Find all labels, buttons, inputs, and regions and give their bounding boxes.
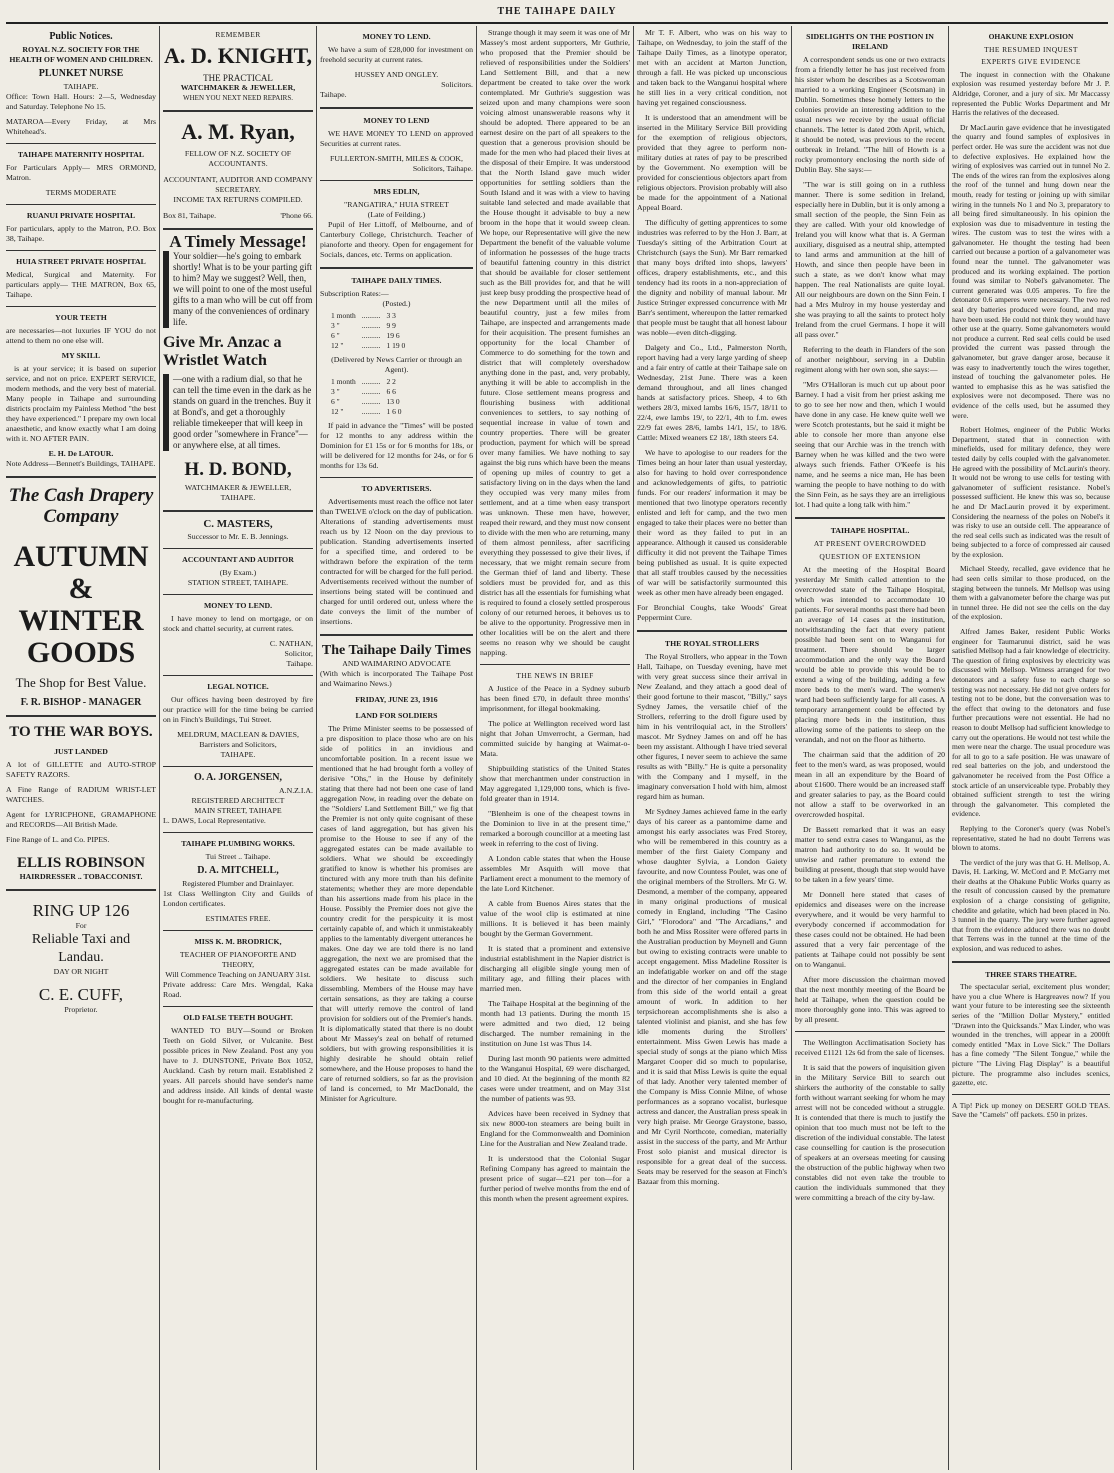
plunket-place: TAIHAPE.	[63, 82, 99, 91]
article-body: Alfred James Baker, resident Public Works engineer for Taumarunui district, said he was satisfied Mellsop had a fair knowledge of electricity. The question of firing explosives by electricity was discussed with Mellsop. Witness arranged for two detonators and a safety fuse to each charge so testing was not necessary. He did not give orders for testing not to be done, but the conversation was to the effect that owing to the detonators and fuse further precautions were not essential. He had no reason to doubt Mellsop had sufficient knowledge to carry out the operations. He would not test while the men were near the charge. The usual procedure was for all to go to a safe position. He was unaware of red seal batteries on the job, and understood the galvanometer he received from the Post Office a stock article of an unserviceable type. Probably they obtained sufficient strength to test the wiring through the galvanometer. This completed the evidence.	[952, 627, 1110, 819]
divider	[795, 1031, 945, 1032]
divider	[320, 634, 473, 636]
news-item: "Blenheim is one of the cheapest towns in the Dominion to live in at the present time," remarked a borough councillor at a meeting last week in referring to the cost of living.	[480, 809, 630, 848]
divider	[163, 110, 313, 112]
divider	[320, 267, 473, 269]
article-body: The verdict of the jury was that G. H. Mellsop, A. Davis, H. Larking, W. McCord and P. McGarry met their deaths at the Ohakune Public Works quarry as the result of concussion caused by the premature explosion of a charge consisting of gelignite, cheddite and gelatite, which had been placed in No. 3 tunnel in the quarry. The jury were further agreed that from the evidence adduced there was no doubt that Terrens was in the tunnel at the time of the explosion, and was reduced to ashes.	[952, 857, 1110, 954]
latour-address: Note Address—Bennett's Buildings, TAIHAPE.	[6, 459, 156, 468]
news-item: The Wellington Acclimatisation Society has received £1121 12s 6d from the sale of licenses.	[795, 1038, 945, 1057]
jorgensen-street: MAIN STREET, TAIHAPE	[194, 806, 282, 815]
timely-heading: A Timely Message!	[169, 232, 307, 251]
just-landed: JUST LANDED	[54, 747, 108, 756]
divider	[163, 548, 313, 549]
table-row: 1 month .......... 3 3	[331, 311, 396, 320]
divider	[6, 476, 156, 478]
news-item: The difficulty of getting apprentices to some industries was referred to by the Hon J. Barr, at Tuesday's sitting of the Arbitration Court at Christchurch (says the Sun). Mr Barr remarked that many boys drifted into shops, lawyers' offices, drapery establishments, etc., and this tendency had its roots in a non-appreciation of the dignity and nobility of manual labour. Mr Justice Stringer expressed concurrence with Mr Barr's sentiment, whereupon the latter remarked that people must be taught that all honest labour was noble—even ditch-digging.	[637, 218, 787, 337]
news-item: Advices have been received in Sydney that six new 8000-ton steamers are being built in England for the Commonwealth and Dominion Line for the Australian and New Zealand trade.	[480, 1109, 630, 1148]
article-body: A correspondent sends us one or two extracts from a friendly letter he has just received from his sister whom he describes as a Scotswoman married to a working Engineer (Scotsman) in Dublin. Sometimes these homely letters to the colonies provide an interesting addition to the usual news we receive by the usual official channels. The letter is dated 20th April, which, it should be noted, was previous to the recent outbreak in Ireland. "The hill of Howth is a rocky promontory enclosing the north side of Dublin Bay. She says:—	[795, 55, 945, 174]
money-heading: MONEY TO LEND.	[203, 601, 273, 610]
timely-body: Your soldier—he's going to embark shortly! What is to be your parting gift to him? May we suggest? Well, then, we will point to one of the most useful gifts to a man who will be cut off from many of the conveniences of ordinary life.	[163, 251, 313, 328]
razors-item: A lot of GILLETTE and AUTO-STROP SAFETY RAZORS.	[6, 760, 156, 779]
article-body: Dr MacLaurin gave evidence that he investigated the quarry and found samples of explosives in perfect order. He was sure the accident was not due to defective explosives. He explained how the wiring of explosives was carried out in tunnel No 2. The ends of the wires ran from the explosives along the roof of the tunnel and hung down near the mouth, ready for testing or joining up with similar wiring in the tunnels No 1 and No 3, preparatory to all being fired simultaneously. In his opinion the explosion was due to misadventure in testing the wires. The custom was to test the wires with a galvanometer. He thought the testing had been carried out because a portion of a galvanometer was found near the tunnel. The galvanometer was produced and its working explained. The portion found was similar to Nobel's galvanometer. The current generated was 0.05 amperes. To fire the detonator 0.6 amperes were necessary. The two red seal dry batteries produced were found, and may have been used. He could not think they would have other use at the quarry. Some galvanometers would not produce a current. Red seal cells could be used provided the current was passed through the galvanometer, but grave danger arose, because it was easy to inadvertently touch the wires together, instead of touching the galvanometer poles. He wanted to emphasise this as he was satisfied the explosives were not decomposed. There was no evidence of the cells used, but he assumed they were.	[952, 122, 1110, 420]
hospital-sub: AT PRESENT OVERCROWDED	[813, 539, 927, 548]
column-7	[952, 28, 1110, 1468]
news-item: It is said that the powers of inquisition given in the Military Service Bill to search out shirkers the authority of the constable to sally forth without warrant seeking for whom he may arrest will not be conceded without a struggle. It is contended that there is much to justify the opinion that too much must not be left to the discretion of the individual constable. The latest case counselling for caution is the prosecution of speakers at an overseas meeting for causing the obstruction of the public highway when two constables did not even take the trouble to caution the individuals summoned that they were committing a breach of the city by-law.	[795, 1063, 945, 1202]
article-body: Mr Donnell here stated that cases of epidemics and diseases were on the increase everywhere, and it would be very harmful to everybody concerned if accommodation for these cases could not be obtained. He had been assured that a very fair percentage of the patients at Taihape could not possibly be sent on to Wanganui.	[795, 890, 945, 969]
subscription-posted: (Posted.)	[382, 299, 411, 308]
estimates-free: ESTIMATES FREE.	[205, 914, 271, 923]
meldrum-name: MELDRUM, MACLEAN & DAVIES,	[177, 730, 299, 739]
autumn-heading: AUTUMN &	[13, 540, 149, 605]
auditor-heading: ACCOUNTANT AND AUDITOR	[182, 555, 294, 564]
hussey-place: Taihape.	[320, 90, 347, 99]
edlin-name: MRS EDLIN,	[373, 187, 420, 196]
legal-heading: LEGAL NOTICE.	[207, 682, 269, 691]
news-item: It is understood that an amendment will be inserted in the Military Service Bill providing for the exemption of religious objectors, provided that they agree to perform non-military duties at rates of pay to be prescribed by the Government. No exemption will be provided for conscientious objectors apart from religious objectors. Provision probably will also be made for the appointment of a National Appeal Board.	[637, 113, 787, 212]
divider	[6, 889, 156, 891]
table-row: 6 " .......... 13 0	[331, 397, 400, 406]
teeth-body: are necessaries—not luxuries IF YOU do not attend to them no one else will.	[6, 326, 156, 345]
bishop-manager: F. R. BISHOP - MANAGER	[20, 697, 142, 708]
paper-advocate: AND WAIMARINO ADVOCATE	[342, 659, 451, 668]
shop-slogan: The Shop for Best Value.	[15, 675, 147, 690]
ellis-robinson: ELLIS ROBINSON	[17, 855, 145, 871]
maternity-body: For Particulars Apply— MRS ORMOND, Matron.	[6, 163, 156, 182]
divider	[163, 675, 313, 676]
ryan-fellow: FELLOW OF N.Z. SOCIETY OF ACCOUNTANTS.	[184, 149, 292, 168]
mitchell-name: D. A. MITCHELL,	[197, 865, 279, 876]
royal-society-ad: ROYAL N.Z. SOCIETY FOR THE HEALTH OF WOMEN AND CHILDREN.	[9, 45, 153, 64]
divider	[6, 143, 156, 144]
fullerton-name: FULLERTON-SMITH, MILES & COOK,	[329, 154, 464, 163]
jorgensen-architect: REGISTERED ARCHITECT	[191, 796, 285, 805]
auditor-exam: (By Exam.)	[219, 568, 257, 577]
news-item: A Justice of the Peace in a Sydney suburb has been fined £70, in default three months' imprisonment, for illegal bookmaking.	[480, 684, 630, 713]
remember-line: REMEMBER	[215, 30, 261, 39]
column-6	[795, 28, 945, 1468]
knight-practical: THE PRACTICAL	[203, 73, 273, 83]
divider	[637, 630, 787, 632]
column-divider	[633, 26, 634, 1470]
notices-heading: Public Notices.	[49, 31, 113, 42]
ring-up: RING UP 126	[32, 901, 130, 920]
table-row: 3 " .......... 6 6	[331, 387, 396, 396]
plunket-mataroa: MATAROA—Every Friday, at Mrs Whitehead's.	[6, 117, 156, 136]
subscription-rates-label: Subscription Rates:—	[320, 289, 389, 298]
brodrick-address: Private address: Care Mrs. Wengdal, Kaka Road.	[163, 980, 313, 999]
bond-place: TAIHAPE.	[220, 493, 256, 502]
masthead: THE TAIHAPE DAILY	[497, 6, 617, 17]
land-body: The Prime Minister seems to be possessed of a pre disposition to place those who are on his side of politics in an invidious and uncomfortable position. In a recent issue we mentioned that he had brought forth a volley of derisive "Ohs," in the House by definitely stating that there had not been one case of land aggregation Now, in reading over the debate on the "Soldiers' Land Settlement Bill," we fig that the Premier is not only quite cognisant of these cases of land aggregation, but has given his promise to the House to see if any of the aggregated estates can be made available to soldiers. What we should be exceedingly gratified to know is whether his promises are tinctured with any more truth than his definite statements; whether they are more dependable than his assertions made from his place in the House. Possibly the Premier does not give the country credit for the perspicuity it is most certainly capable of, and which it unmistakeably applies to the lamentably divergent utterances he makes. One day we are told there is no land aggregation, the next we are promised that the aggregated estates can be made available for soldiers. We hesitate to discuss such dissembling. Members of the House may have certain sensations, as they are taking a course that will utterly remove the control of land provision for soldiers out of the Premier's hands. It is diplomatically stated that there is no doubt about Mr Massey's zeal on behalf of returned soldiers, but with growing responsibilities it is highly desirable he should obtain relief somewhere, and the House proposes to hand the care of returned soldiers, so far as the provision of land is concerned, to Mr MacDonald, the Minister for Agriculture.	[320, 724, 473, 1103]
huia-heading: HUIA STREET PRIVATE HOSPITAL	[16, 257, 146, 266]
news-item: It is understood that the Colonial Sugar Refining Company has agreed to maintain the present price of sugar—£21 per ton—for a further period of twelve months from the end of this month when the present agreement expires.	[480, 1154, 630, 1203]
table-row: 1 month .......... 2 2	[331, 377, 396, 386]
divider	[320, 477, 473, 478]
subscription-body: If paid in advance the "Times" will be posted for 12 months to any address within the Dominion for £1 15s or for 6 months for 18s, or will be delivered for 12 months for 24s, or for 6 months for 13s 6d.	[320, 421, 473, 470]
masters-sub: Successor to Mr. E. B. Jennings.	[187, 532, 289, 541]
huia-body: Medical, Surgical and Maternity. For particulars apply— THE MATRON, Box 65, Taihape.	[6, 270, 156, 299]
news-item: A London cable states that when the House assembles Mr Asquith will move that Parliament erect a monument to the memory of the late Lord Kitchener.	[480, 854, 630, 893]
maternity-heading: TAIHAPE MATERNITY HOSPITAL	[17, 150, 145, 159]
news-brief-heading: THE NEWS IN BRIEF	[516, 671, 594, 680]
brodrick-name: MISS K. M. BRODRICK,	[194, 937, 282, 946]
meldrum-place: TAIHAPE.	[220, 750, 256, 759]
ryan-accountant: ACCOUNTANT, AUDITOR AND COMPANY SECRETARY.	[163, 175, 313, 194]
three-stars-heading: THREE STARS THEATRE.	[985, 969, 1077, 979]
landau-line: Landau.	[58, 950, 104, 965]
anzac-body: —one with a radium dial, so that he can tell the time even in the dark as he stands on guard in the trenches. Buy it at Bond's, and get a thoroughly reliable timekeeper that will keep in good order "somewhere in France"—or anywhere else, at all times.	[163, 374, 313, 451]
taxi-line: Reliable Taxi and	[31, 932, 131, 947]
news-item: It is stated that a prominent and extensive industrial establishment in the Napier district is discharging all eligible single young men of military age, and filling their places with married men.	[480, 944, 630, 993]
news-item: During last month 90 patients were admitted to the Wanganui Hospital, 69 were discharged, and 10 died. At the beginning of the month 82 cases were under treatment, and on May 31st the number of patients was 93.	[480, 1054, 630, 1103]
war-boys-heading: TO THE WAR BOYS.	[9, 724, 153, 740]
divider	[6, 715, 156, 717]
cuff-proprietor: Proprietor.	[64, 1005, 98, 1014]
news-item: We have to apologise to our readers for the Times being an hour later than usual yesterday, also for having to hold over correspondence and acknowledgements of gifts, to patriotic funds. For our readers' information it may be mentioned that two linotype operators recently enlisted and left for camp, and the two men engaged to take their places were no better than their word as they failed to put in an appearance. Although it caused us considerable difficulty it did not prevent the Taihape Times being published as usual. It is quite expected that all staff troubles caused by the necessities of war will be satisfactorily surmounted this week as other men have already been engaged.	[637, 448, 787, 597]
table-row: 12 " .......... 1 6 0	[331, 407, 402, 416]
divider	[480, 664, 630, 665]
plumbing-street: Tui Street .. Taihape.	[205, 852, 271, 861]
hospital-sub-2: QUESTION OF EXTENSION	[819, 552, 921, 561]
rates-delivered-table	[328, 377, 405, 417]
latour-name: E. H. De LATOUR.	[48, 449, 114, 458]
divider	[6, 250, 156, 251]
cash-drapery-company: Company	[43, 506, 119, 527]
teeth-heading: YOUR TEETH	[55, 313, 107, 322]
strollers-body: The Royal Strollers, who appear in the Town Hall, Taihape, on Tuesday evening, have met with very great success since their arrival in New Zealand, and they attach a good deal of their good fortune to their mascot, "Billy," says Sydney James, the versatile chief of the Strollers, referring to the droll figure used by him in his ventriloquial act, in the Strollers' mascot. Mr Sydney James on and off he has been my assistant. Although I have tried several other figures, I never seem to achieve the same results as with "Billy." He is quite a personality with the Company and I myself, in the imaginary conversation I hold with him, almost regard him as human.	[637, 652, 787, 801]
article-body: Michael Steedy, recalled, gave evidence that he had seen cells similar to those produced, on the staging between the tunnels. Mr Mellsop was using them with a galvanometer before the charge was put in tunnel three. He did not see the cells on the day of the explosion.	[952, 564, 1110, 622]
divider	[163, 1006, 313, 1007]
divider	[163, 766, 313, 767]
subscription-delivered: (Delivered by News Carrier or through an Agent).	[331, 355, 462, 374]
knight-repairs: WHEN YOU NEXT NEED REPAIRS.	[183, 94, 293, 102]
brodrick-classes: Will Commence Teaching on JANUARY 31st.	[165, 970, 311, 979]
for-line: For	[75, 921, 87, 930]
nathan-place: Taihape.	[286, 659, 313, 668]
rates-posted-table	[328, 311, 408, 351]
money-lend-body: We have a sum of £28,000 for investment on freehold security at current rates.	[320, 45, 473, 64]
article-body: Replying to the Coroner's query (was Nobel's representative, stated he had no doubt Terrens was blown to atoms.	[952, 823, 1110, 853]
winter-heading: WINTER	[18, 604, 144, 637]
money-lend2-heading: MONEY TO LEND	[363, 116, 430, 125]
ruanui-heading: RUANUI PRIVATE HOSPITAL	[26, 211, 136, 220]
money-lend2-body: WE HAVE MONEY TO LEND on approved Securities at current rates.	[320, 129, 473, 148]
strollers-body-2: Mr Sydney James achieved fame in the early days of his career as a pantomime dame and amongst his early associates was Fred Storey, who will be remembered in this country as a member of the first Gaiety Company and whose daughter Sylvia, a London Gaiety favourite, and now Countess Poulet, was one of the original members of the Strollers. Mr G. W. Desmond, a member of the company, appeared in many original productions of musical comedy in England, including "The Casino Girl," "Florodora" and "The Arcadians," and both he and Miss Rossiter were offered parts in the Australian production by Meynell and Gunn but owing to existing contracts were unable to accept engagement. Miss Madeline Rossiter is an indefatigable worker on and off the stage and the director of her companies in England from this side of the world entail a great amount of work. In addition to her terpsichorean accomplishments she is also a talented violinist and pianist, and she has few idle moments during the Strollers' entertainment. Miss Gwen Lewis has made a special study of songs at the piano which Miss Margaret Cooper did so much to popularise, and it is said that Miss Lewis is quite the equal of that lady. Another very talented member of the Company is Miss Connie Milne, of whose performances as a soprano vocalist, burlesque actress and dancer, the Australian press speak in very high praise. Mr George Graystone, basso, and Mr Cyril Northcote, comedian, materially assist in the success of the party, and Mr Arthur Frost solo pianist and musical director is responsible for a great deal of the success. Seats may be reserved for the season at Finch's Bazaar from this morning.	[637, 807, 787, 1186]
table-row: 6 " .......... 19 6	[331, 331, 400, 340]
column-divider	[316, 26, 317, 1470]
article-body: Referring to the death in Flanders of the son of another neighbour, serving in a Dublin regiment along with her own son, she says:—	[795, 345, 945, 374]
divider	[163, 930, 313, 931]
article-body: Strange though it may seem it was one of Mr Massey's most ardent supporters, Mr Guthrie, who proposed that the Premier should be relieved of responsibilities under the Soldiers' Land Settlement Bill, and that a new department be created to take over the work contemplated. Mr Guthrie's suggestion was seized upon and many champions were soon voicing almost unanswerable reasons why it should be adopted. There appeared to be an earnest desire on the part of all speakers to the question that a generous provision should be made for the men who had placed their lives at the disposal of their Empire. It was understood that the North Island gave much wider opportunities for settling soldiers than the South Island and it was with a view to having suitable land selected and made available that the House thought it advisable to buy a new broom in the hope that it would sweep clean. We hope, our Representative will give the new Department the benefit of the valuable volume of information he possesses of the huge tracts of beautiful fattening country in this district that should be available for closer settlement such as the Bill provides for, and that he will just keep busy prodding the prospective head of the new Department until all the miles of beautiful country, just a few miles from Taihape, are inspected and arrangements made for their acquisition. The present furnishes an opportunity for the local Chamber of Commerce to do something for the town and district that will completely overshadow anything done in the past, and, very probably, anything it will be able to accomplish in the future. Close settlement means progress and flourishing business with additional conveniences to settlers, to say nothing of sequential increase in value of town and country properties. There will be greater production, payment for which will be spread over many families. We have nothing to say against the big runs which have been the means of opening up miles of country to get a satisfactory living on in the days when the land they occupied was very many miles from settlement, and at a time when easy transport was unknown. These men have, however, reaped their reward, and they must now consent to divide with the men who are returning, many of them almost penniless, after sacrificing everything they possessed to give their lives, if necessary, that we might remain secure from the German thief of land and liberty. These soldiers must be provided for, and as this district has all the essentials for furnishing what is required to found a closely settled prosperous colony of our returned heroes, it behoves us to be alive to the opportunity. Progressive men in other localities will be on the alert and there seems no reason why we should be caught napping.	[480, 28, 630, 657]
edlin-address: "RANGATIRA," HUIA STREET	[344, 200, 449, 209]
divider	[952, 961, 1110, 963]
desert-gold-ad: A Tip! Pick up money on DESERT GOLD TEAS. Save the "Camels" off packets. £50 in prizes.	[952, 1100, 1110, 1120]
divider	[952, 1094, 1110, 1095]
hairdresser-line: HAIRDRESSER .. TOBACCONIST.	[19, 872, 143, 881]
false-teeth-body: WANTED TO BUY—Sound or Broken Teeth on Gold Silver, or Vulcanite. Best possible prices in New Zealand. Post any you have to J. DUNSTONE, Private Box 1052, Auckland. Cash by return mail. Established 2 years. All parcels should have sender's name and address inside. All kinds of dental waste bought for re-manufacturing.	[163, 1026, 313, 1105]
nathan-name: C. NATHAN,	[269, 639, 313, 648]
column-3	[320, 28, 473, 1468]
ryan-name: A. M. Ryan,	[181, 119, 295, 144]
divider	[795, 517, 945, 519]
masters-name: C. MASTERS,	[203, 518, 273, 530]
plunket-heading: PLUNKET NURSE	[38, 68, 124, 79]
column-divider	[948, 26, 949, 1470]
hospital-heading: TAIHAPE HOSPITAL.	[830, 526, 910, 535]
skill-heading: MY SKILL	[61, 351, 101, 360]
issue-date: FRIDAY, JUNE 23, 1916	[355, 695, 438, 704]
watches-item: A Fine Range of RADIUM WRIST-LET WATCHES.	[6, 785, 156, 804]
edlin-body: Pupil of Her Littoff, of Melbourne, and of Canterbury College, Christchurch. Teacher of pianoforte and theory. Open for engagement for Socials, dances, etc. Terms on application.	[320, 220, 473, 259]
knight-name: A. D. KNIGHT,	[163, 43, 313, 68]
article-body: Robert Holmes, engineer of the Public Works Department, stated that in connection with minefields, used for military defence, they were tested daily by cells coupled with the galvanometer. He agreed with the possibility of McLaurin's theory. It would not be wrong to use cells for testing with galvanometer of sufficient resistance. Nobel's possessed sufficient. He knew this was so, because he and Dr MacLaurin proved it by experiment. Considering the nearness of the poles on Nobel's it was risky to use an outside cell. The appearance of the red seal cells such as indicated was the result of being subjected to a force of compressed air caused by the explosion.	[952, 425, 1110, 559]
hussey-title: Solicitors.	[441, 80, 473, 89]
sidelights-heading: SIDELIGHTS ON THE POSTION IN IRELAND	[806, 32, 934, 51]
ohakune-heading: OHAKUNE EXPLOSION	[988, 32, 1074, 41]
day-night: DAY OR NIGHT	[53, 967, 109, 976]
mitchell-title: Registered Plumber and Drainlayer.	[182, 879, 294, 888]
divider	[320, 180, 473, 181]
anzac-heading: Give Mr. Anzac a Wristlet Watch	[163, 334, 282, 369]
ohakune-sub-2: EXPERTS GIVE EVIDENCE	[981, 57, 1081, 67]
bronchial-ad: For Bronchial Coughs, take Woods' Great Peppermint Cure.	[637, 603, 787, 622]
plunket-office: Office: Town Hall. Hours: 2—5, Wednesday and Saturday. Telephone No 15.	[6, 92, 156, 111]
legal-body: Our offices having been destroyed by fire our practice will for the time being be carried on in Finch's Buildings, Tui Street.	[163, 695, 313, 724]
strollers-heading: THE ROYAL STROLLERS	[664, 639, 760, 648]
meldrum-title: Barristers and Solicitors,	[199, 740, 277, 749]
land-heading: LAND FOR SOLDIERS	[355, 711, 438, 720]
article-body: "Mrs O'Halloran is much cut up about poor Barney. I had a visit from her priest asking me to go to see her now and then, which I would have done in any case. He knew quite well we were Scotch protestants, but he said it might be able to console her more than anyone else seeing that our Archie was in the trench with Barney when he was killed and the two were always such friends. Father O'Keefe is his name, and he seems a nice man, He has been warning the people to have nothing to do with the Sinn Fein, as he says they are an irreligious lot. I had quite a long talk with him."	[795, 380, 945, 509]
ryan-income: INCOME TAX RETURNS COMPILED.	[173, 195, 303, 204]
table-row: 3 " .......... 9 9	[331, 321, 396, 330]
news-item: Shipbuilding statistics of the United States show that merchantmen under construction in May aggregated 1,129,000 tons, which is five-fold greater than in 1914.	[480, 764, 630, 803]
bond-name: H. D. BOND,	[184, 459, 292, 480]
agent-item: Agent for LYRICPHONE, GRAMAPHONE and RECORDS—All British Made.	[6, 810, 156, 829]
column-2	[163, 28, 313, 1468]
divider	[163, 594, 313, 595]
article-body: Dr Bassett remarked that it was an easy matter to send extra cases to Wanganui, as the matron had authority to do so. It would be unwise and rather premature to extend the building at present, though that step would have to be taken in a few years' time.	[795, 825, 945, 884]
article-body: At the meeting of the Hospital Board yesterday Mr Smith called attention to the overcrowded state of the Taihape Hospital, which was intended to accommodate 10 patients. For several months past there had been an average of 14 cases at the institution, notwithstanding the fact that every patient possible had been sent on to Wanganui for treatment. There should be larger accommodation and the only way the Board would be able to provide this would be to extend a wing of the building, adding a few more beds to the men's ward. The women's ward had been sufficiently large for all cases. A temporary arrangement could be effected by placing more beds in the institution, thus allowing some of the patients to sleep on the verandah, and not on the floor as hitherto.	[795, 565, 945, 744]
plumbing-heading: TAIHAPE PLUMBING WORKS.	[181, 839, 295, 848]
mitchell-certs: 1st Class Wellington City and Guilds of London certificates.	[163, 889, 313, 908]
news-item: A cable from Buenos Aires states that the value of the wool clip is estimated at nine millions. It is believed it has been mainly bought by the German Government.	[480, 899, 630, 938]
skill-body: is at your service; it is based on superior service, and not on price. EXPERT SERVICE, modern methods, and the very best of material. Many people in Taihape and surrounding districts proclaim my Painless Method "the best they have experienced." I prepare my own local anaesthetic, and know exactly what I am doing with it. NO AFTER PAIN.	[6, 364, 156, 443]
auditor-street: STATION STREET, TAIHAPE.	[187, 578, 289, 587]
advertisers-body: Advertisements must reach the office not later than TWELVE o'clock on the day of publication. Alterations of standing advertisements must reach us by 12 Noon on the day previous to publication. Standing advertisements inserted for a specified time, and ordered to be withdrawn before the expiration of the term contracted for will be charged for the full period. Advertisements received without the number of insertions being stated will be continued and charged for until ordered out, unless where the date conveys the limit of the number of insertions.	[320, 497, 473, 626]
terms-line: TERMS MODERATE	[45, 188, 117, 197]
article-body: After more discussion the chairman moved that the next monthly meeting of the Board be held at Taihape, when the question could be more thoroughly gone into. This was agreed to by all present.	[795, 975, 945, 1024]
column-divider	[159, 26, 160, 1470]
cuff-name: C. E. CUFF,	[38, 985, 124, 1004]
masthead-rule	[6, 22, 1108, 24]
column-4	[480, 28, 630, 1468]
hussey-name: HUSSEY AND ONGLEY.	[354, 70, 439, 79]
nathan-title: Solicitor,	[284, 649, 313, 658]
divider	[6, 306, 156, 307]
bond-trade: WATCHMAKER & JEWELLER,	[184, 483, 292, 492]
divider	[320, 107, 473, 109]
article-body: "The war is still going on in a ruthless manner. There is some sedition in Ireland, especially here in Dublin, but it is only among a small section of the people, the Sinn Fein as they are called. With your old knowledge of Ireland you will know what that is. A German auxiliary, disguised as a neutral ship, attempted to land arms and ammunition at the hill of Howth, and since then people have been in such a state, as we don't know what may happen. The real Nationalists are quite loyal. All our neighbours are down on the Sinn Fein. I had a Mrs Mulroy in my house yesterday and she was praying to all the saints to protect holy Ireland from the cruel Germans. I hope it will all pass over."	[795, 180, 945, 339]
column-divider	[476, 26, 477, 1470]
divider	[163, 832, 313, 833]
news-item: The police at Wellington received word last night that Johan Umverrocht, a German, had committed suicide by hanging at Waimat-o-Mata.	[480, 719, 630, 758]
ruanui-body: For particulars, apply to the Matron, P.O. Box 38, Taihape.	[6, 224, 156, 243]
ryan-box: Box 81, Taihape.	[163, 211, 217, 220]
divider	[163, 228, 313, 230]
article-body: The inquest in connection with the Ohakune explosion was resumed yesterday before Mr J. P. Aldridge, Coroner, and a jury of six. Mr Maccassy represented the Public Works Department and Mr Harris the relatives of the deceased.	[952, 69, 1110, 118]
jorgensen-name: O. A. JORGENSEN,	[193, 772, 283, 783]
money-body: I have money to lend on mortgage, or on stock and chattel security, at current rates.	[163, 614, 313, 633]
paper-incorporated: (With which is incorporated The Taihape Post and Waimarino News.)	[320, 669, 473, 688]
cash-drapery-title: The Cash Drapery	[8, 485, 154, 506]
fullerton-title: Solicitors, Taihape.	[412, 164, 473, 173]
ryan-phone: 'Phone 66.	[280, 211, 313, 220]
advertisers-heading: TO ADVERTISERS.	[361, 484, 432, 493]
brodrick-teacher: TEACHER OF PIANOFORTE AND THEORY,	[179, 950, 297, 969]
jorgensen-anzia: A.N.Z.I.A.	[279, 786, 313, 795]
news-item: Dalgety and Co., Ltd., Palmerston North, report having had a very large yarding of sheep and a fair entry of cattle at their Taihape sale on Wednesday, 21st June. There was a keen demand throughout, and all lines changed hands at satisfactory prices. Sheep, 4 to 6th wethers 28/3, mixed lambs 16/6, 15/7, 18/11 to 22/4, ewe lambs 19/, to 22/1, 4th to f.m. ewes 22/9 fat ewes 28/6, lambs 14/1, 15/, to 18/6. Cattle: Mixed weaners £2 18/, 18th steers £4.	[637, 343, 787, 442]
column-divider	[791, 26, 792, 1470]
article-body: The chairman said that the addition of 20 feet to the men's ward, as was proposed, would mean in all an expenditure by the Board of about £1600. There would be an increased staff and greater salaries to pay, as the Board could not allow a staff to be overworked in an overcrowded hospital.	[795, 750, 945, 819]
pipes-item: Fine Range of L. and Co. PIPES.	[6, 835, 110, 844]
table-row: 12 " .......... 1 19 0	[331, 341, 406, 350]
divider	[163, 510, 313, 512]
article-body: The spectacular serial, excitement plus wonder; have you a clue Where is Hargreaves now? If you want your future to be interesting see the sixteenth series of the "Million Dollar Mystery," entitled "Drawn into the Quicksands." Max Linder, who was wounded in the trenches, will appear in a 2000ft comedy entitled "Max in Love Sick." The Dollars has a fine comedy "The Silent Tongue," while the picture "The Living Flag Display" is a beautiful picture. The programme also includes scenics, gazette, etc.	[952, 982, 1110, 1088]
news-item: The Taihape Hospital at the beginning of the month had 13 patients. During the month 15 were admitted and two died, 12 being discharged. The number remaining in the institution on June 1st was Thus 14.	[480, 999, 630, 1048]
daws-line: L. DAWS, Local Representative.	[163, 816, 266, 825]
false-teeth-heading: OLD FALSE TEETH BOUGHT.	[183, 1013, 293, 1022]
column-5	[637, 28, 787, 1468]
news-item: Mr T. F. Albert, who was on his way to Taihape, on Wednesday, to join the staff of the Taihape Daily Times, as a linotype operator, met with an accident at Marton Junction, through a fall. He was picked up unconscious and taken back to the Wanganui hospital where he still lies in a very critical condition, not having yet regained consciousness.	[637, 28, 787, 107]
goods-heading: GOODS	[26, 636, 136, 669]
ohakune-sub: THE RESUMED INQUEST	[984, 44, 1078, 54]
knight-trade: WATCHMAKER & JEWELLER,	[180, 83, 296, 92]
subscription-heading: TAIHAPE DAILY TIMES.	[351, 276, 442, 285]
money-lend-heading: MONEY TO LEND.	[362, 32, 431, 41]
paper-title: The Taihape Daily Times	[321, 643, 472, 658]
edlin-late: (Late of Feilding.)	[367, 210, 426, 219]
column-1	[6, 28, 156, 1468]
divider	[6, 204, 156, 205]
